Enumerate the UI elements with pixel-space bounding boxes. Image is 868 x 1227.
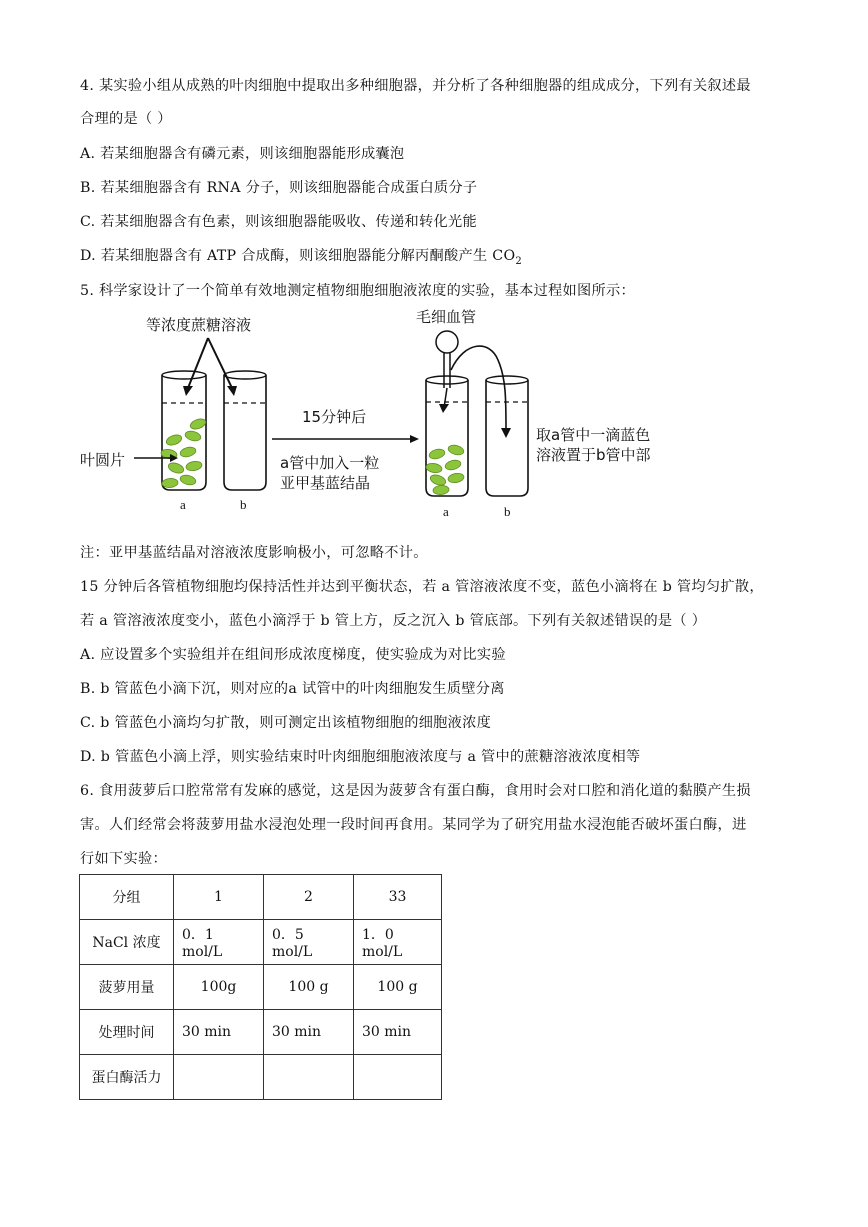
q5-stem: 5. 科学家设计了一个简单有效地测定植物细胞细胞液浓度的实验，基本过程如图所示：: [80, 283, 635, 299]
q4-stem-line2: 合理的是（ ）: [80, 111, 172, 127]
table-cell: 0．5 mol/L: [264, 920, 354, 965]
leaf-disc: [162, 478, 179, 488]
arrowhead-b: [227, 386, 237, 396]
table-row: [80, 1010, 442, 1055]
q4-option-b: B. 若某细胞器含有 RNA 分子，则该细胞器能合成蛋白质分子: [80, 180, 478, 196]
table-cell: 30 min: [354, 1010, 442, 1055]
q4-option-d-subscript: 2: [515, 255, 523, 267]
leaf-disc: [444, 459, 462, 472]
q5-option-d: D. b 管蓝色小滴上浮，则实验结束时叶肉细胞细胞液浓度与 a 管中的蔗糖溶液浓度相等: [80, 749, 641, 765]
label-leaf-disc: 叶圆片: [80, 451, 126, 469]
experiment-diagram: [70, 300, 690, 530]
leaf-disc: [425, 462, 442, 474]
leaf-disc: [447, 444, 465, 457]
q4-option-a: A. 若某细胞器含有磷元素，则该细胞器能形成囊泡: [80, 146, 405, 162]
label-add-line2: 亚甲基蓝结晶: [280, 474, 371, 492]
q4-stem-line1: 4. 某实验小组从成熟的叶肉细胞中提取出多种细胞器，并分析了各种细胞器的组成成分，下列有关叙述最: [80, 78, 751, 94]
label-after-15-min: 15分钟后: [302, 408, 367, 426]
label-arrows: [188, 338, 232, 388]
q5-option-a: A. 应设置多个实验组并在组间形成浓度梯度，使实验成为对比实验: [80, 647, 506, 663]
table-cell: 100 g: [264, 965, 354, 1010]
experiment-table: [79, 874, 442, 1100]
process-arrowhead: [410, 435, 419, 443]
table-cell: 分组: [80, 875, 174, 920]
label-sucrose-solution: 等浓度蔗糖溶液: [146, 316, 252, 334]
transfer-arrow-line: [451, 346, 506, 430]
q5-option-c: C. b 管蓝色小滴均匀扩散，则可测定出该植物细胞的细胞液浓度: [80, 715, 492, 731]
q4-option-d-text: D. 若某细胞器含有 ATP 合成酶，则该细胞器能分解丙酮酸产生 CO: [80, 248, 516, 264]
tube-a-left-label: a: [180, 497, 186, 512]
leaf-disc: [185, 460, 202, 472]
q5-note: 注：亚甲基蓝结晶对溶液浓度影响极小，可忽略不计。: [80, 545, 428, 561]
leaf-discs-right: [425, 444, 465, 496]
table-cell: 100g: [174, 965, 264, 1010]
transfer-arrowhead: [501, 428, 511, 438]
table-cell: 30 min: [174, 1010, 264, 1055]
table-cell: 33: [354, 875, 442, 920]
leaf-disc: [433, 485, 450, 495]
leaf-disc: [167, 461, 185, 475]
leaf-disc: [428, 448, 446, 461]
tube-b-left-label: b: [240, 497, 247, 512]
leaf-disc: [189, 417, 207, 431]
leaf-disc: [179, 446, 197, 459]
q6-stem-line1: 6. 食用菠萝后口腔常常有发麻的感觉，这是因为菠萝含有蛋白酶，食用时会对口腔和消化道的黏膜产生损: [80, 783, 751, 799]
q6-stem-line2: 害。人们经常会将菠萝用盐水浸泡处理一段时间再食用。某同学为了研究用盐水浸泡能否破坏蛋白酶，进: [80, 817, 747, 833]
table-cell: 1: [174, 875, 264, 920]
table-cell: 0．1 mol/L: [174, 920, 264, 965]
capillary-tube: [436, 331, 458, 408]
arrowhead-a: [183, 386, 193, 396]
table-cell: 蛋白酶活力: [80, 1055, 174, 1100]
q5-desc-line1: 15 分钟后各管植物细胞均保持活性并达到平衡状态，若 a 管溶液浓度不变，蓝色小滴将在 b 管均匀扩散，: [80, 579, 764, 595]
leaf-disc: [429, 473, 447, 487]
q4-option-c: C. 若某细胞器含有色素，则该细胞器能吸收、传递和转化光能: [80, 214, 477, 230]
table-row: [80, 965, 442, 1010]
q5-desc-line2: 若 a 管溶液浓度变小，蓝色小滴浮于 b 管上方，反之沉入 b 管底部。下列有关叙述错误的是（ ）: [80, 613, 707, 629]
leaf-discs-left: [160, 417, 207, 488]
label-capillary: 毛细血管: [416, 308, 477, 326]
leaf-disc: [184, 430, 202, 443]
table-cell: 30 min: [264, 1010, 354, 1055]
table-cell: 菠萝用量: [80, 965, 174, 1010]
table-cell: 2: [264, 875, 354, 920]
table-cell: 处理时间: [80, 1010, 174, 1055]
table-row: [80, 875, 442, 920]
q6-stem-line3: 行如下实验：: [80, 851, 167, 867]
leaf-disc: [179, 474, 197, 487]
q4-option-d: [80, 245, 522, 267]
capillary-arrowhead: [439, 404, 449, 413]
table-cell: [264, 1055, 354, 1100]
label-take-line1: 取a管中一滴蓝色: [536, 426, 651, 444]
leaf-disc: [165, 433, 183, 447]
leaf-disc: [447, 472, 464, 484]
table-row: [80, 1055, 442, 1100]
table-cell: 1．0 mol/L: [354, 920, 442, 965]
table-cell: [354, 1055, 442, 1100]
label-add-line1: a管中加入一粒: [280, 454, 380, 472]
table-row: [80, 920, 442, 965]
tube-a-right-label: a: [443, 504, 449, 519]
label-take-line2: 溶液置于b管中部: [536, 446, 651, 464]
q5-option-b: B. b 管蓝色小滴下沉，则对应的a 试管中的叶肉细胞发生质壁分离: [80, 681, 505, 697]
table-cell: 100 g: [354, 965, 442, 1010]
tube-b-right-label: b: [504, 504, 511, 519]
table-cell: [174, 1055, 264, 1100]
table-cell: NaCl 浓度: [80, 920, 174, 965]
